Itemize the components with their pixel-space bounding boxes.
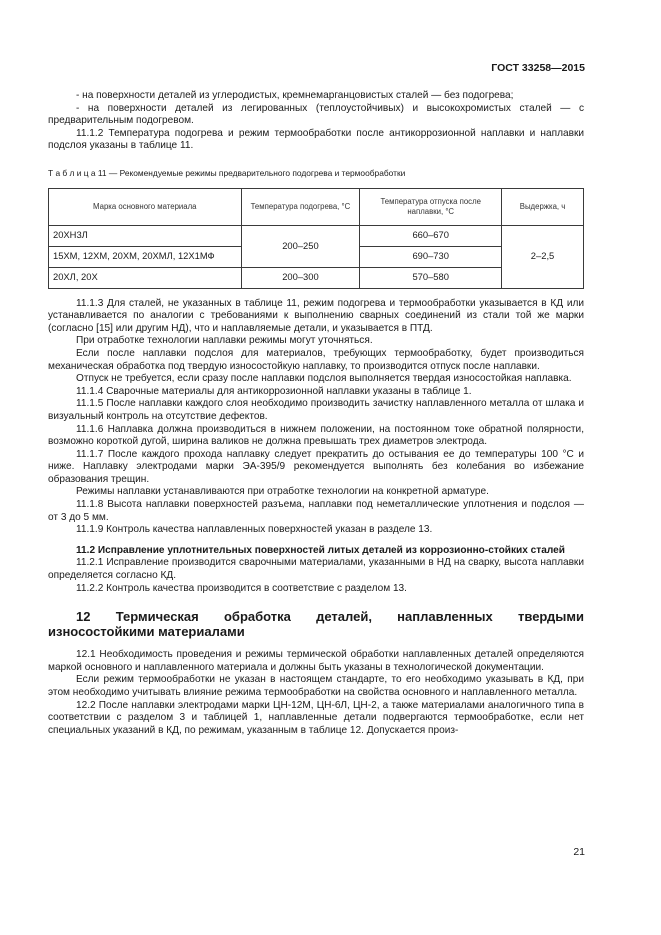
- table-caption: Т а б л и ц а 11 — Рекомендуемые режимы предварительного подогрева и термообработки: [48, 167, 406, 178]
- table-header-row: [49, 188, 584, 225]
- paragraph: Если после наплавки подслоя для материалов, требующих термообработку, будет производиться механическая обработка под твердую износостойкую наплавку, то производится отпуск после наплавки.: [48, 347, 584, 372]
- table-cell-material: 15ХМ, 12ХМ, 20ХМ, 20ХМЛ, 12Х1МФ: [49, 246, 242, 267]
- paragraph: Если режим термообработки не указан в настоящем стандарте, то его необходимо указывать в КД, при этом необходимо учитывать влияние режима термообработки на свойства основного и наплавленного металла.: [48, 674, 584, 698]
- paragraph: 11.1.9 Контроль качества наплавленных поверхностей указан в разделе 13.: [76, 524, 433, 536]
- table-header-cell: Выдержка, ч: [502, 188, 584, 225]
- table-cell-preheat: 200–250: [241, 225, 360, 267]
- table-header-cell: Температура подогрева, °С: [241, 188, 360, 225]
- table-cell-material: 20ХЛ, 20Х: [49, 267, 242, 288]
- table-cell-tempering: 570–580: [360, 267, 502, 288]
- table-11: [48, 188, 584, 289]
- table-cell-holding: 2–2,5: [502, 225, 584, 288]
- paragraph: 11.1.8 Высота наплавки поверхностей разъема, наплавки под неметаллические уплотнения и подслоя — от 3 до 5 мм.: [48, 499, 584, 523]
- table-row: [49, 225, 584, 246]
- table-header-cell: Марка основного материала: [49, 188, 242, 225]
- standard-number: ГОСТ 33258—2015: [491, 62, 585, 74]
- paragraph: - на поверхности деталей из легированных (теплоустойчивых) и высокохромистых сталей — с предварительным подогревом.: [48, 102, 584, 127]
- table-header-cell: Температура отпуска после наплавки, °С: [360, 188, 502, 225]
- paragraph: 12.1 Необходимость проведения и режимы термической обработки наплавленных деталей определяются маркой основного и наплавленного материала и должны быть указаны в технологической документации.: [48, 649, 584, 673]
- table-cell-tempering: 690–730: [360, 246, 502, 267]
- paragraph: 11.1.2 Температура подогрева и режим термообработки после антикоррозионной наплавки и наплавки подслоя указаны в таблице 11.: [48, 127, 584, 152]
- paragraph: Режимы наплавки устанавливаются при отработке технологии на конкретной арматуре.: [76, 486, 489, 498]
- table-cell-preheat: 200–300: [241, 267, 360, 288]
- table-cell-tempering: 660–670: [360, 225, 502, 246]
- paragraph: 11.1.4 Сварочные материалы для антикоррозионной наплавки указаны в таблице 1.: [76, 385, 472, 397]
- paragraph: 11.1.7 После каждого прохода наплавку следует прекратить до остывания ее до температуры 100 °С и ниже. Наплавку электродами марки ЭА-395/9 рекомендуется выполнять без колебания во избежание образования трещин.: [48, 448, 584, 485]
- subsection-title: 11.2 Исправление уплотнительных поверхностей литых деталей из коррозионно-стойких сталей: [76, 544, 565, 556]
- paragraph: - на поверхности деталей из углеродистых, кремнемарганцовистых сталей — без подогрева;: [76, 90, 514, 101]
- page-number: 21: [573, 846, 585, 858]
- paragraph: Отпуск не требуется, если сразу после наплавки подслоя выполняется твердая износостойкая наплавка.: [76, 373, 572, 385]
- paragraph: При отработке технологии наплавки режимы могут уточняться.: [76, 335, 373, 347]
- table-cell-material: 20ХН3Л: [49, 225, 242, 246]
- paragraph: 11.1.3 Для сталей, не указанных в таблице 11, режим подогрева и термообработки указывается в КД или устанавливается по аналогии с требованиями к выполнению сварных соединений из стали той же марки (согласно [15] или другим НД), что и наплавляемые детали, и указывается в ПТД.: [48, 297, 584, 334]
- paragraph: 12.2 После наплавки электродами марки ЦН-12М, ЦН-6Л, ЦН-2, а также материалами аналогичного типа в соответствии с разделом 3 и таблицей 1, наплавленные детали подвергаются термообработке, если нет специальных указаний в КД, по режимам, указанным в таблице 12. Допускается произ-: [48, 699, 584, 736]
- section-title: 12 Термическая обработка деталей, наплавленных твердыми износостойкими материалами: [48, 609, 584, 640]
- paragraph: 11.1.6 Наплавка должна производиться в нижнем положении, на постоянном токе обратной полярности, возможно короткой дугой, ширина валиков не должна превышать трех диаметров электрода.: [48, 423, 584, 448]
- paragraph: 11.2.2 Контроль качества производится в соответствие с разделом 13.: [76, 582, 407, 594]
- paragraph: 11.2.1 Исправление производится сварочными материалами, указанными в НД на сварку, высота наплавки определяется согласно КД.: [48, 557, 584, 582]
- paragraph: 11.1.5 После наплавки каждого слоя необходимо производить зачистку наплавленного металла от шлака и визуальный контроль на отсутствие дефектов.: [48, 398, 584, 422]
- page-body: [48, 90, 584, 737]
